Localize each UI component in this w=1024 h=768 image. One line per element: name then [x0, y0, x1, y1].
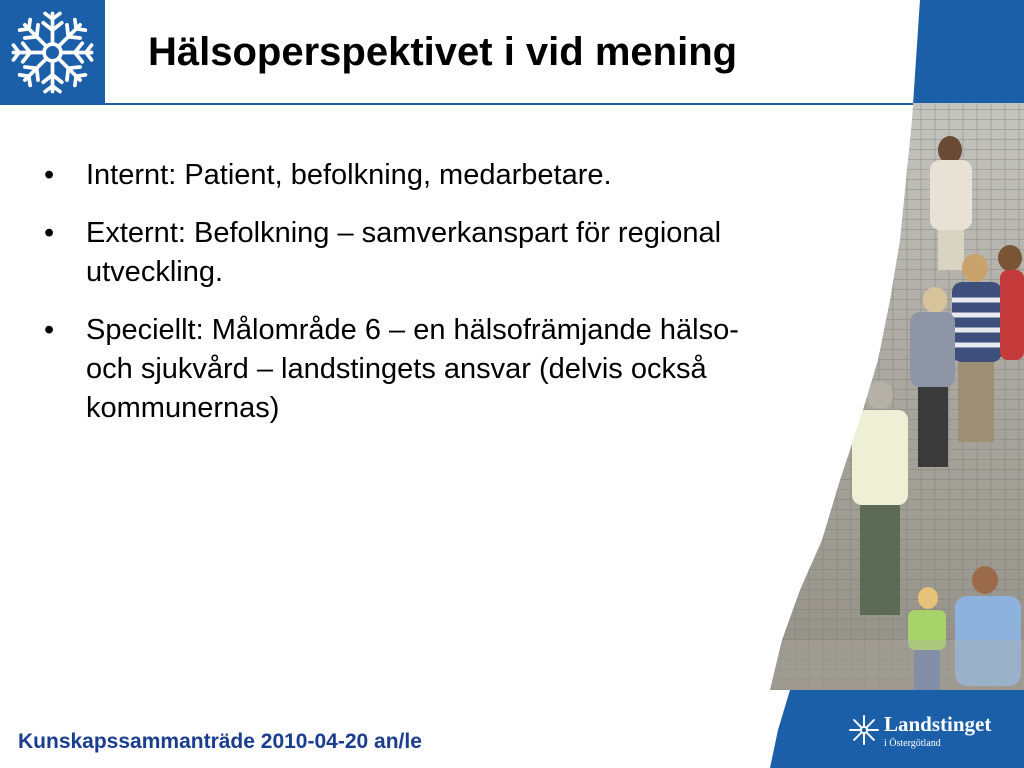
brand-logo [848, 708, 1018, 756]
bullet-marker: • [44, 314, 55, 346]
bullet-marker: • [44, 159, 55, 191]
bullet-text: Speciellt: Målområde 6 – en hälsofrämjande hälso- och sjukvård – landstingets ansvar (delvis också kommunernas) [86, 314, 739, 424]
brand-region: i Östergötland [884, 738, 941, 749]
slide-title: Hälsoperspektivet i vid mening [148, 30, 738, 74]
bullet-text: Internt: Patient, befolkning, medarbetare. [86, 159, 612, 191]
bullet-item [44, 214, 784, 292]
footer-text: Kunskapssammanträde 2010-04-20 an/le [18, 730, 422, 753]
bullet-item [44, 311, 784, 428]
snowflake-icon [848, 714, 880, 746]
bullet-text: Externt: Befolkning – samverkanspart för regional utveckling. [86, 217, 722, 288]
bullet-item [44, 156, 784, 195]
street-photo [760, 0, 1024, 768]
snowflake-icon [6, 6, 99, 99]
brand-name: Landstinget [884, 712, 992, 736]
bullet-list [44, 156, 784, 447]
logo-box [0, 0, 105, 105]
bullet-marker: • [44, 217, 55, 249]
